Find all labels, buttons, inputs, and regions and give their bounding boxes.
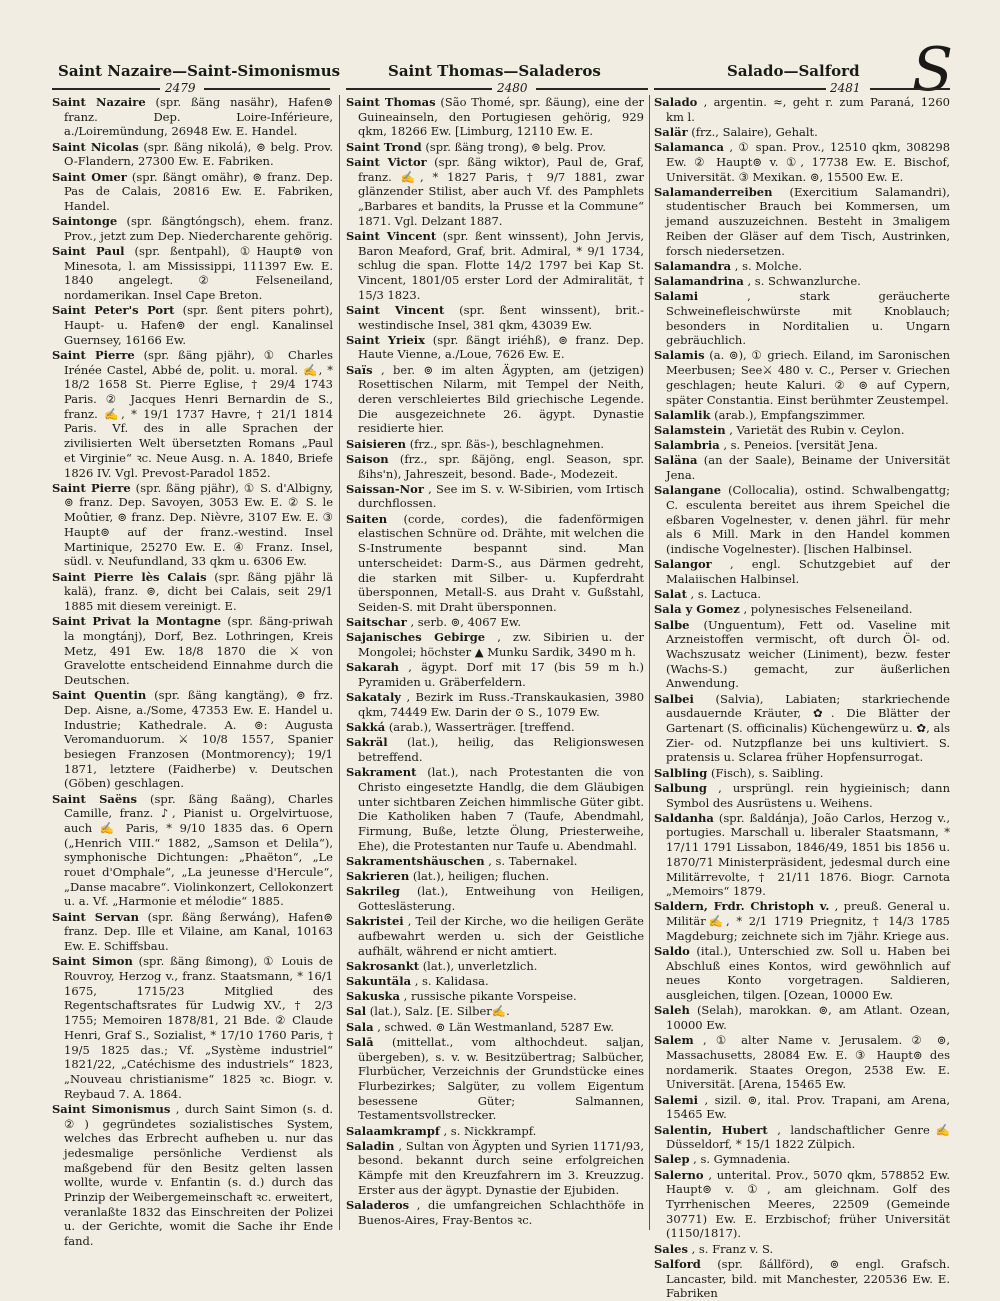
entry-headword: Sala y Gomez — [654, 602, 740, 617]
entry-headword: Sales — [654, 1241, 688, 1256]
entry-headword: Sala — [346, 1019, 374, 1034]
entry-headword: Salami — [654, 289, 699, 304]
dictionary-entry — [346, 630, 644, 659]
entry-headword: Saint Servan — [52, 909, 139, 924]
entry-text: (spr. ßäng pjähr), ① Charles Irénée Castel, Abbé de, polit. u. moral. ✍, * 18/2 1658 St. Pierre Eglise, † 29/4 1743 Paris. ② Jacques Henri Bernardin de S., franz. ✍, * 19/1 1737 Havre, † 21/1 1814 Paris. Vf. des in alle Sprachen der zivilisierten Welt übersetzten Romans „Paul et Virginie“ ꝛc. Neue Ausg. n. A. 1840, Briefe 1826 IV. Vgl. Prevost-Paradol 1852. — [64, 347, 334, 480]
dictionary-entry — [654, 289, 950, 348]
entry-text: (an der Saale), Beiname der Universität Jena. — [666, 453, 950, 483]
entry-text: , See im S. v. W-Sibirien, vom Irtisch durchflossen. — [358, 481, 645, 511]
dictionary-entry — [52, 481, 333, 569]
entry-headword: Saint Simon — [52, 954, 133, 969]
entry-text: , durch Saint Simon (s. d. ②) gegründetes sozialistisches System, welches das Erbrecht aufheben u. nur das jedesmalige persönliche Verdienst als maßgebend für den Besitz gelten lassen wollte, wurde v. Enfantin (s. d.) durch das Prinzip der Weibergemeinschaft ꝛc. erweitert, veranlaßte 1832 das Einschreiten der Polizei u. der Gerichte, womit die Sache ihr Ende fand. — [64, 1101, 333, 1249]
entry-text: (spr. ßäng kangtäng), ⊚ frz. Dep. Aisne, a./Some, 47353 Ew. E. Handel u. Industrie; Kathedrale. A. ⊚: Augusta Veromanduorum. ⚔ 10/8 1557, Spanier besiegen Franzosen (Montmorency); 19/1 1871, letztere (Faidherbe) v. Deutschen (Göben) geschlagen. — [64, 688, 333, 791]
entry-text: (ital.), Unterschied zw. Soll u. Haben bei Abschluß eines Kontos, wird gewöhnlich auf neues Konto vorgetragen. Saldieren, ausgleichen, tilgen. [Ozean, 10000 Ew. — [666, 944, 950, 1003]
entry-text: (spr. ßent piters pohrt), Haupt- u. Hafen⊚ der engl. Kanalinsel Guernsey, 16166 Ew. — [64, 303, 333, 347]
entry-text: , preuß. General u. Militär✍, * 2/1 1719 Priegnitz, † 14/3 1785 Magdeburg; zeichnete sich im 7jähr. Kriege aus. — [666, 899, 950, 943]
dictionary-entry — [654, 692, 950, 766]
entry-headword: Sakarah — [346, 660, 400, 675]
dictionary-entry — [346, 95, 644, 139]
dictionary-entry — [654, 899, 950, 943]
entry-text: (spr. ßängt iriéhß), ⊚ franz. Dep. Haute Vienne, a./Loue, 7626 Ew. E. — [358, 332, 644, 362]
entry-headword: Saison — [346, 451, 389, 466]
entry-text: , Sultan von Ägypten und Syrien 1171/93, besond. bekannt durch seine erfolgreichen Kämpfe mit den Kreuzfahrern im 3. Kreuzzug. Erster aus der ägypt. Dynastie der Ejubiden. — [358, 1138, 645, 1197]
header-rule — [870, 88, 950, 90]
entry-text: (spr. ßäng ßerwáng), Hafen⊚ franz. Dep. Ille et Vilaine, am Kanal, 10163 Ew. E. Schiffsbau. — [64, 909, 334, 954]
entry-headword: Salbung — [654, 780, 707, 795]
dictionary-entry — [346, 363, 644, 437]
dictionary-entry — [654, 423, 950, 438]
entry-headword: Salford — [654, 1256, 701, 1271]
running-head-left: Saint Nazaire—Saint-Simonismus — [58, 62, 341, 80]
dictionary-entry — [346, 1004, 644, 1019]
dictionary-entry — [346, 140, 644, 155]
dictionary-entry — [654, 274, 950, 289]
entry-text: (frz., spr. ßäjöng, engl. Season, spr. ßihs'n), Jahreszeit, besond. Bade-, Modezeit. — [358, 451, 644, 481]
entry-headword: Saint Yrieix — [346, 332, 426, 347]
dictionary-entry — [346, 1124, 644, 1139]
column-1 — [52, 95, 334, 1249]
dictionary-entry — [654, 125, 950, 140]
entry-text: , argentin. ≈, geht r. zum Paraná, 1260 km l. — [666, 95, 951, 124]
dictionary-entry — [52, 954, 333, 1101]
dictionary-entry — [346, 1020, 644, 1035]
entry-headword: Saint Saëns — [52, 791, 138, 806]
entry-headword: Salamis — [654, 348, 705, 363]
entry-headword: Sakrieren — [346, 869, 410, 884]
entry-headword: Salangor — [654, 557, 712, 572]
entry-headword: Sal — [346, 1004, 367, 1019]
dictionary-entry — [52, 614, 333, 688]
dictionary-entry — [654, 766, 950, 781]
dictionary-entry — [346, 437, 644, 452]
entry-text: (spr. ßäng nasähr), Hafen⊚ franz. Dep. Loire-Inférieure, a./Loiremündung, 26948 Ew. E. Handel. — [64, 95, 334, 139]
dictionary-entry — [52, 140, 333, 169]
entry-text: (lat.), unverletzlich. — [422, 958, 538, 973]
entry-text: (Selah), marokkan. ⊚, am Atlant. Ozean, 10000 Ew. — [666, 1003, 951, 1033]
entry-text: , s. Nickkrampf. — [443, 1123, 537, 1138]
entry-headword: Salamanderreiben — [654, 184, 773, 199]
entry-text: (Fisch), s. Saibling. — [710, 765, 824, 780]
entry-text: , sizil. ⊚, ital. Prov. Trapani, am Arena, 15465 Ew. — [666, 1092, 951, 1122]
dictionary-entry — [52, 348, 333, 480]
dictionary-entry — [52, 303, 333, 347]
page-number-center: 2480 — [497, 81, 528, 95]
dictionary-entry — [52, 95, 333, 139]
entry-headword: Salado — [654, 95, 698, 109]
entry-headword: Saleh — [654, 1003, 690, 1018]
entry-text: (São Thomé, spr. ßäung), eine der Guineainseln, den Portugiesen gehörig, 929 qkm, 18266 Ew. [Limburg, 12110 Ew. E. — [358, 95, 645, 139]
entry-headword: Saisieren — [346, 436, 407, 451]
entry-text: , ägypt. Dorf mit 17 (bis 59 m h.) Pyramiden u. Gräberfeldern. — [358, 660, 644, 689]
dictionary-entry — [346, 1198, 644, 1227]
entry-headword: Salangane — [654, 483, 722, 498]
entry-text: (mittellat., vom althochdeut. saljan, übergeben), s. v. w. Besitzübertrag; Salbücher, Flurbücher, Verzeichnis der Grundstücke eines Flurbezirkes; Salgüter, zu vollem Eigentum besessene Güter; Salmannen, Testamentsvollstrecker. — [358, 1034, 644, 1123]
entry-headword: Salat — [654, 587, 687, 602]
entry-text: (spr. ßäng-priwah la mongtánj), Dorf, Bez. Lothringen, Kreis Metz, 491 Ew. 18/8 1870 die ⚔ von Gravelotte entscheidend Einnahme durch die Deutschen. — [64, 614, 333, 687]
dictionary-entry — [346, 1139, 644, 1198]
entry-headword: Saint Quentin — [52, 688, 147, 703]
entry-headword: Saladin — [346, 1138, 395, 1153]
entry-headword: Saint Omer — [52, 169, 127, 184]
entry-headword: Saint Vincent — [346, 302, 445, 317]
entry-headword: Saïs — [346, 362, 373, 377]
entry-headword: Sajanisches Gebirge — [346, 630, 486, 645]
entry-text: (lat.), Entweihung von Heiligen, Gotteslästerung. — [358, 884, 644, 913]
entry-text: (spr. ßent winssent), brit.-westindische Insel, 381 qkm, 43039 Ew. — [358, 302, 645, 332]
entry-headword: Saint Thomas — [346, 95, 436, 109]
entry-text: (spr. ßängtóngsch), ehem. franz. Prov., jetzt zum Dep. Niedercharente gehörig. — [64, 214, 333, 243]
entry-text: (Unguentum), Fett od. Vaseline mit Arzneistoffen vermischt, oft durch Öl- od. Wachszusatz weicher (Liniment), bezw. fester (Wachs-S.) gemacht, zur äußerlichen Anwendung. — [666, 617, 951, 691]
entry-headword: Sakrament — [346, 765, 417, 780]
entry-headword: Saint Nicolas — [52, 139, 139, 154]
entry-text: (arab.), Empfangszimmer. — [714, 407, 866, 422]
entry-text: , s. Lactuca. — [690, 587, 761, 602]
entry-text: (spr. ßängt omähr), ⊚ franz. Dep. Pas de Calais, 20816 Ew. E. Fabriken, Handel. — [64, 169, 334, 213]
entry-text: (lat.), nach Protestanten die von Christo eingesetzte Handlg, die dem Gläubigen unter sichtbaren Zeichen himmlische Güter gibt. Die Katholiken haben 7 (Taufe, Abendmahl, Firmung, Buße, letzte Ölung, Priesterweihe, Ehe), die Protestanten nur Taufe u. Abendmahl. — [358, 765, 644, 853]
dictionary-entry — [654, 944, 950, 1003]
entry-headword: Sakramentshäuschen — [346, 853, 485, 868]
page-number-right: 2481 — [830, 81, 861, 95]
dictionary-entry — [654, 408, 950, 423]
entry-headword: Saitschar — [346, 615, 407, 630]
dictionary-entry — [654, 348, 950, 407]
entry-headword: Saint Privat la Montagne — [52, 614, 222, 629]
dictionary-entry — [654, 602, 950, 617]
entry-text: (spr. ßäng ßimong), ① Louis de Rouvroy, Herzog v., franz. Staatsmann, * 16/1 1675, 1715/23 Mitglied des Regentschaftsrates für Ludwig XV., † 2/3 1755; Memoiren 1878/81, 21 Bde. ② Claude Henri, Graf S., Sozialist, * 17/10 1760 Paris, † 19/5 1825 das.; Vf. „Système industriel“ 1821/22, „Catéchisme des industriels“ 1823, „Nouveau christianisme“ 1825 ꝛc. Biogr. v. Reybaud 7. A. 1864. — [64, 954, 333, 1101]
dictionary-entry — [346, 884, 644, 913]
dictionary-entry — [52, 688, 333, 791]
dictionary-entry — [654, 1093, 950, 1122]
dictionary-entry — [654, 140, 950, 184]
entry-text: (spr. ßentpahl), ①Haupt⊚ von Minesota, l. am Mississippi, 111397 Ew. E. 1840 angelegt. ② Felseneiland, nordamerikan. Insel Cape Breton. — [64, 244, 333, 303]
dictionary-entry — [654, 1003, 950, 1032]
entry-headword: Saint Peter's Port — [52, 303, 175, 318]
entry-text: , serb. ⊚, 4067 Ew. — [410, 615, 522, 630]
entry-headword: Sakuska — [346, 989, 400, 1004]
entry-headword: Saint Trond — [346, 139, 422, 154]
entry-headword: Saint Simonismus — [52, 1101, 171, 1116]
entry-text: (Exercitium Salamandri), studentischer Brauch bei Kommersen, um jemand auszuzeichnen. Besteht in 3maligem Reiben der Gläser auf dem Tisch, Austrinken, forsch niedersetzen. — [666, 184, 951, 258]
dictionary-entry — [654, 259, 950, 274]
dictionary-entry — [52, 792, 333, 910]
entry-headword: Saiten — [346, 511, 388, 526]
entry-text: , russische pikante Vorspeise. — [403, 989, 577, 1004]
dictionary-entry — [346, 660, 644, 689]
entry-text: , Teil der Kirche, wo die heiligen Geräte aufbewahrt werden u. sich der Geistliche aufhält, während er nicht amtiert. — [358, 914, 644, 958]
entry-headword: Salep — [654, 1152, 690, 1167]
dictionary-entry — [654, 1242, 950, 1257]
entry-text: (spr. ßäng trong), ⊚ belg. Prov. — [425, 139, 606, 154]
entry-text: (corde, cordes), die fadenförmigen elastischen Schnüre od. Drähte, mit welchen die S-Instrumente bespannt sind. Man unterscheidet: Darm-S., aus Därmen gedreht, die starken mit Silber- u. Kupferdraht übersponnen, Metall-S. aus Draht v. Gußstahl, Seiden-S. mit Draht übersponnen. — [358, 511, 645, 614]
entry-text: , ber. ⊚ im alten Ägypten, am (jetzigen) Rosettischen Nilarm, mit Tempel der Neith, deren verschleiertes Bild griechische Legende. Die ausgezeichnete 26. ägypt. Dynastie residierte hier. — [358, 362, 644, 436]
dictionary-entry — [654, 438, 950, 453]
entry-text: , s. Tabernakel. — [488, 853, 578, 868]
dictionary-entry — [346, 690, 644, 719]
entry-headword: Saint Nazaire — [52, 95, 146, 109]
header-rule — [204, 88, 330, 90]
entry-text: , schwed. ⊚ Län Westmanland, 5287 Ew. — [377, 1019, 614, 1034]
entry-text: , ursprüngl. rein hygieinisch; dann Symbol des Ausrüstens u. Weihens. — [666, 780, 950, 810]
dictionary-entry — [346, 512, 644, 615]
entry-headword: Salā — [346, 1034, 374, 1049]
entry-headword: Saissan-Nor — [346, 481, 424, 496]
dictionary-entry — [654, 811, 950, 899]
entry-text: , stark geräucherte Schweinefleischwürste mit Knoblauch; besonders in Norditalien u. Ungarn gebräuchlich. — [666, 289, 950, 348]
entry-text: , s. Kalidasa. — [414, 973, 489, 988]
entry-headword: Salambria — [654, 438, 720, 453]
entry-text: (lat.), heiligen; fluchen. — [412, 869, 550, 884]
dictionary-entry — [346, 735, 644, 764]
entry-text: , s. Molche. — [734, 258, 802, 273]
dictionary-entry — [52, 214, 333, 243]
entry-headword: Saint Vincent — [346, 228, 437, 243]
dictionary-entry — [346, 155, 644, 229]
dictionary-entry — [52, 570, 333, 614]
dictionary-entry — [654, 1152, 950, 1167]
entry-headword: Sakristei — [346, 914, 404, 929]
entry-text: (lat.), heilig, das Religionswesen betreffend. — [358, 735, 644, 764]
entry-text: , s. Gymnadenia. — [693, 1152, 791, 1167]
dictionary-entry — [52, 170, 333, 214]
entry-headword: Salerno — [654, 1167, 704, 1182]
entry-headword: Saint Pierre — [52, 347, 135, 362]
entry-headword: Salär — [654, 124, 688, 139]
entry-text: , landschaftlicher Genre✍ Düsseldorf, * 15/1 1822 Zülpich. — [666, 1122, 951, 1152]
entry-text: (frz., spr. ßäs-), beschlagnehmen. — [409, 436, 605, 451]
entry-headword: Salaamkrampf — [346, 1123, 440, 1138]
dictionary-entry — [654, 95, 950, 124]
dictionary-entry — [346, 1035, 644, 1123]
entry-text: (frz., Salaire), Gehalt. — [691, 124, 818, 139]
dictionary-entry — [52, 1102, 333, 1249]
entry-headword: Saldo — [654, 944, 690, 959]
dictionary-entry — [654, 483, 950, 557]
dictionary-entry — [654, 1123, 950, 1152]
entry-text: (a. ⊚), ① griech. Eiland, im Saronischen Meerbusen; See⚔ 480 v. C., Perser v. Griechen geschlagen; heute Kaluri. ② ⊚ auf Cypern, später Constantia. Einst berühmter Zeustempel. — [666, 348, 950, 407]
header-rule — [654, 88, 826, 90]
page-number-left: 2479 — [165, 81, 196, 95]
dictionary-entry — [346, 959, 644, 974]
entry-headword: Saintonge — [52, 214, 118, 229]
entry-text: , Varietät des Rubin v. Ceylon. — [729, 422, 905, 437]
dictionary-entry — [654, 453, 950, 482]
entry-headword: Saint Paul — [52, 244, 125, 259]
running-head-right: Salado—Salford — [727, 62, 860, 80]
entry-headword: Saldanha — [654, 810, 714, 825]
dictionary-entry — [52, 910, 333, 954]
header-rule — [52, 88, 160, 90]
entry-text: (spr. ßäng wiktor), Paul de, Graf, franz. ✍, * 1827 Paris, † 9/7 1881, zwar glänzender Stilist, aber auch Vf. des Pamphlets „Barbares et bandits, la Prusse et la Commune“ 1871. Vgl. Delzant 1887. — [358, 154, 644, 228]
column-divider — [649, 95, 650, 1230]
dictionary-entry — [346, 452, 644, 481]
dictionary-entry — [654, 618, 950, 692]
column-divider — [339, 95, 340, 1230]
dictionary-entry — [346, 482, 644, 511]
dictionary-entry — [346, 303, 644, 332]
entry-headword: Saladeros — [346, 1198, 410, 1213]
entry-text: (spr. ßäng ßaäng), Charles Camille, franz. ♪, Pianist u. Orgelvirtuose, auch ✍ Paris, * 9/10 1835 das. 6 Opern („Henrich VIII.“ 1882, „Samson et Delila“), symphonische Dichtungen: „Phaëton“, „Le rouet d'Omphale“, „La jeunesse d'Hercule“, „Danse macabre“. Violinkonzert, Cellokonzert u. a. Vf. „Harmonie et mélodie“ 1885. — [64, 791, 334, 909]
entry-headword: Saint Pierre — [52, 480, 131, 495]
entry-text: , ① alter Name v. Jerusalem. ② ⊚, Massachusetts, 28084 Ew. E. ③ Haupt⊚ des nordamerik. Staates Oregon, 2538 Ew. E. Universität. [Arena, 15465 Ew. — [666, 1033, 950, 1092]
entry-text: , ① span. Prov., 12510 qkm, 308298 Ew. ② Haupt⊚ v. ①, 17738 Ew. E. Bischof, Universität. ③ Mexikan. ⊚, 15500 Ew. E. — [666, 140, 951, 184]
entry-text: , Bezirk im Russ.-Transkaukasien, 3980 qkm, 74449 Ew. Darin der ⊙ S., 1079 Ew. — [358, 690, 645, 719]
entry-headword: Salamlik — [654, 407, 711, 422]
entry-text: , die umfangreichen Schlachthöfe in Buenos-Aires, Fray-Bentos ꝛc. — [358, 1198, 645, 1227]
entry-headword: Sakrosankt — [346, 958, 420, 973]
entry-headword: Saint Pierre lès Calais — [52, 569, 207, 584]
dictionary-entry — [346, 989, 644, 1004]
entry-headword: Saldern, Frdr. Christoph v. — [654, 899, 830, 914]
entry-text: , polynesisches Felseneiland. — [743, 602, 913, 617]
dictionary-entry — [346, 615, 644, 630]
entry-headword: Salbling — [654, 765, 708, 780]
dictionary-entry — [654, 1168, 950, 1242]
entry-headword: Sakká — [346, 720, 386, 735]
dictionary-entry — [346, 974, 644, 989]
entry-headword: Sakataly — [346, 690, 401, 705]
entry-text: (arab.), Wasserträger. [treffend. — [388, 720, 575, 735]
entry-headword: Sakrileg — [346, 884, 400, 899]
entry-text: (lat.), Salz. [E. Silber✍. — [369, 1004, 510, 1019]
entry-headword: Saint Victor — [346, 154, 427, 169]
entry-text: (spr. ßállförd), ⊚ engl. Grafsch. Lancaster, bild. mit Manchester, 220536 Ew. E. Fabriken — [666, 1256, 950, 1301]
entry-headword: Salamstein — [654, 422, 726, 437]
entry-headword: Saläna — [654, 453, 698, 468]
entry-text: (spr. ßent winssent), John Jervis, Baron Meaford, Graf, brit. Admiral, * 9/1 1734, schlug die span. Flotte 14/2 1797 bei Kap St. Vincent, 1801/05 erster Lord der Admiralität, † 15/3 1823. — [358, 228, 644, 302]
entry-text: , engl. Schutzgebiet auf der Malaiischen Halbinsel. — [666, 557, 950, 586]
entry-headword: Salbei — [654, 691, 694, 706]
header-rule — [536, 88, 648, 90]
dictionary-entry — [346, 765, 644, 853]
dictionary-entry — [346, 333, 644, 362]
entry-text: (spr. ßäng nikolá), ⊚ belg. Prov. O-Flandern, 27300 Ew. E. Fabriken. — [64, 139, 333, 169]
entry-headword: Salbe — [654, 617, 690, 632]
entry-text: (Collocalia), ostind. Schwalbengattg; C. esculenta bereitet aus ihrem Speichel die eßbaren Vogelnester, v. denen jährl. für mehr als 6 Mill. Mark in den Handel kommen (indische Vogelnester). [lischen Halbinsel. — [666, 483, 951, 557]
entry-headword: Salem — [654, 1033, 694, 1048]
entry-headword: Salemi — [654, 1092, 698, 1107]
entry-text: , zw. Sibirien u. der Mongolei; höchster ▲ Munku Sardik, 3490 m h. — [358, 630, 645, 660]
dictionary-entry — [654, 185, 950, 259]
entry-text: , s. Schwanzlurche. — [747, 273, 861, 288]
dictionary-entry — [654, 1257, 950, 1301]
dictionary-entry — [346, 229, 644, 303]
entry-text: (spr. ßäng pjähr), ① S. d'Albigny, ⊚ franz. Dep. Savoyen, 3053 Ew. E. ② S. le Moûtier, ⊚ franz. Dep. Nièvre, 3107 Ew. E. ③ Haupt⊚ auf der franz.-westind. Insel Martinique, 25270 Ew. E. ④ Franz. Insel, südl. v. Neufundland, 33 qkm u. 6306 Ew. — [64, 480, 333, 569]
entry-text: , s. Franz v. S. — [691, 1241, 774, 1256]
entry-text: (spr. ßäng pjähr lä kalä), franz. ⊚, dicht bei Calais, seit 29/1 1885 mit diesem vereinigt. E. — [64, 569, 333, 613]
dictionary-entry — [654, 557, 950, 586]
dictionary-entry — [52, 244, 333, 303]
dictionary-entry — [654, 1033, 950, 1092]
dictionary-entry — [654, 587, 950, 602]
column-2 — [346, 95, 644, 1245]
entry-text: , unterital. Prov., 5070 qkm, 578852 Ew. Haupt⊚ v. ①, am gleichnam. Golf des Tyrrhenischen Meeres, 22509 (Gemeinde 30771) Ew. E. Erzbischof; früher Universität (1150/1817). — [666, 1167, 951, 1241]
dictionary-entry — [346, 914, 644, 958]
entry-text: (spr. ßaldánja), João Carlos, Herzog v., portugies. Marschall u. liberaler Staatsmann, * 17/11 1791 Lissabon, 1846/49, 1851 bis 1856 u. 1870/71 Ministerpräsident, jedesmal durch eine Militärrevolte, † 21/11 1876. Biogr. Carnota „Memoirs“ 1879. — [666, 810, 950, 899]
dictionary-entry — [346, 720, 644, 735]
column-3 — [654, 95, 951, 1301]
dictionary-entry — [346, 854, 644, 869]
entry-text: (Salvia), Labiaten; starkriechende ausdauernde Kräuter, ✿. Die Blätter der Gartenart (S. officinalis) Küchengewürz u. ✿, als Zier- od. Nutzpflanze bei uns kultiviert. S. pratensis u. Sclarea früher Hopfensurrogat. — [666, 691, 950, 765]
header-rule — [346, 88, 492, 90]
entry-headword: Salentin, Hubert — [654, 1122, 768, 1137]
entry-headword: Salamandrina — [654, 273, 744, 288]
dictionary-entry — [346, 869, 644, 884]
entry-headword: Salamandra — [654, 258, 732, 273]
section-letter: S — [912, 35, 954, 105]
running-head-center: Saint Thomas—Saladeros — [388, 62, 601, 80]
entry-headword: Sakuntäla — [346, 973, 412, 988]
dictionary-entry — [654, 781, 950, 810]
entry-headword: Sakräl — [346, 735, 388, 750]
entry-headword: Salamanca — [654, 140, 725, 155]
entry-text: , s. Peneios. [versität Jena. — [723, 438, 878, 453]
